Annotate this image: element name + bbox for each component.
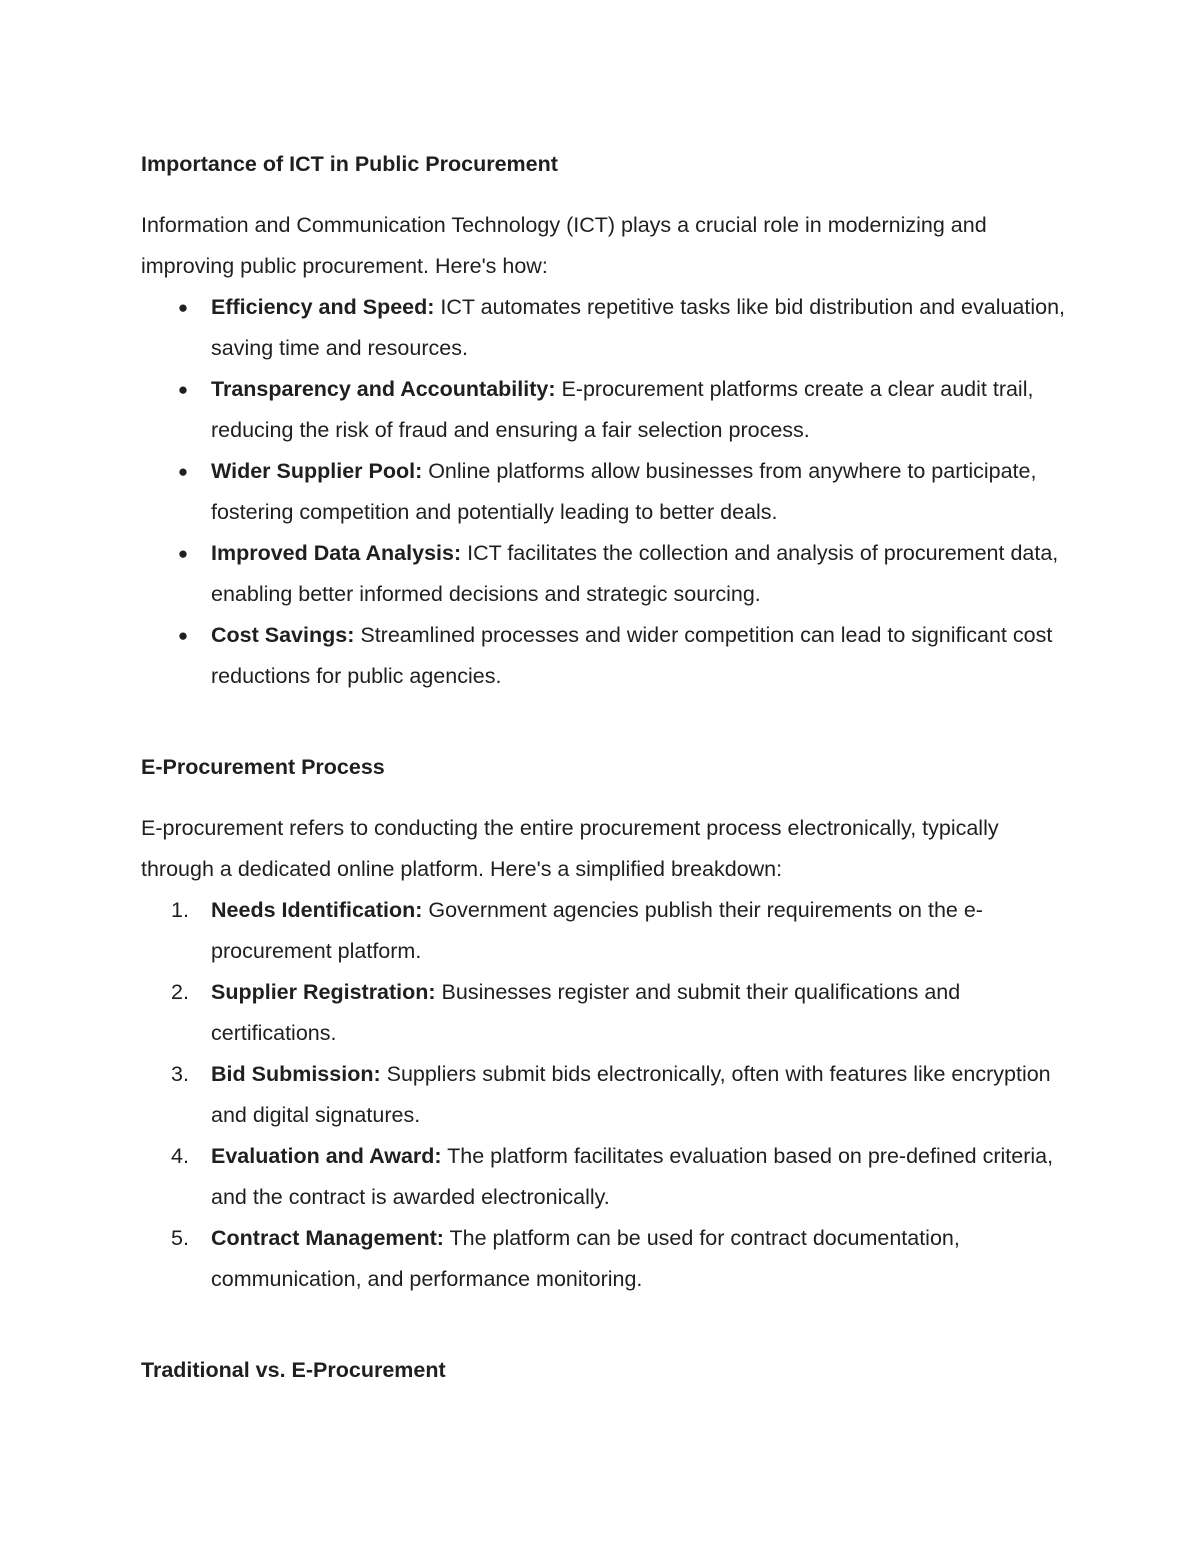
list-item (141, 1054, 1071, 1136)
list-item (141, 890, 1071, 972)
item-label: Evaluation and Award: (211, 1144, 442, 1168)
numbered-list-process-steps (141, 890, 1071, 1300)
item-label: Cost Savings: (211, 623, 355, 647)
list-item (141, 615, 1071, 697)
item-text: Businesses register and submit their qualifications and certifications. (211, 980, 961, 1045)
list-item (141, 972, 1071, 1054)
bullet-icon: ● (177, 462, 189, 481)
item-label: Transparency and Accountability: (211, 377, 556, 401)
list-item (141, 451, 1071, 533)
bullet-icon: ● (177, 626, 189, 645)
section-heading-traditional-vs-eprocurement: Traditional vs. E-Procurement (141, 1358, 446, 1382)
item-text: Online platforms allow businesses from anywhere to participate, fostering competition and potentially leading to better deals. (211, 459, 1037, 524)
list-item (141, 1218, 1071, 1300)
item-label: Bid Submission: (211, 1062, 381, 1086)
section-heading-ict-importance: Importance of ICT in Public Procurement (141, 152, 558, 176)
item-text: Streamlined processes and wider competition can lead to significant cost reductions for public agencies. (211, 623, 1053, 688)
section-intro-ict: Information and Communication Technology (ICT) plays a crucial role in modernizing and improving public procurement. Here's how: (141, 213, 987, 278)
item-label: Efficiency and Speed: (211, 295, 435, 319)
item-number: 4. (171, 1144, 189, 1168)
item-text: E-procurement platforms create a clear audit trail, reducing the risk of fraud and ensuring a fair selection process. (211, 377, 1034, 442)
list-item (141, 287, 1071, 369)
bullet-icon: ● (177, 380, 189, 399)
item-number: 3. (171, 1062, 189, 1086)
section-spacer (141, 1300, 1071, 1354)
section-spacer (141, 697, 1071, 751)
item-text: Suppliers submit bids electronically, often with features like encryption and digital signatures. (211, 1062, 1051, 1127)
list-item (141, 369, 1071, 451)
item-label: Wider Supplier Pool: (211, 459, 423, 483)
item-text: ICT facilitates the collection and analysis of procurement data, enabling better informed decisions and strategic sourcing. (211, 541, 1059, 606)
list-item (141, 1136, 1071, 1218)
item-number: 5. (171, 1226, 189, 1250)
section-intro-eprocurement: E-procurement refers to conducting the entire procurement process electronically, typically through a dedicated online platform. Here's a simplified breakdown: (141, 816, 999, 881)
item-text: Government agencies publish their requirements on the e-procurement platform. (211, 898, 983, 963)
list-item (141, 533, 1071, 615)
item-text: The platform can be used for contract documentation, communication, and performance monitoring. (211, 1226, 960, 1291)
bullet-icon: ● (177, 544, 189, 563)
section-heading-eprocurement-process: E-Procurement Process (141, 755, 385, 779)
item-label: Needs Identification: (211, 898, 423, 922)
item-label: Contract Management: (211, 1226, 444, 1250)
bullet-list-ict-benefits (141, 287, 1071, 697)
document-body (141, 148, 1071, 1386)
bullet-icon: ● (177, 298, 189, 317)
item-label: Improved Data Analysis: (211, 541, 462, 565)
item-text: The platform facilitates evaluation based on pre-defined criteria, and the contract is awarded electronically. (211, 1144, 1054, 1209)
item-number: 1. (171, 898, 189, 922)
item-number: 2. (171, 980, 189, 1004)
item-label: Supplier Registration: (211, 980, 436, 1004)
item-text: ICT automates repetitive tasks like bid distribution and evaluation, saving time and resources. (211, 295, 1066, 360)
